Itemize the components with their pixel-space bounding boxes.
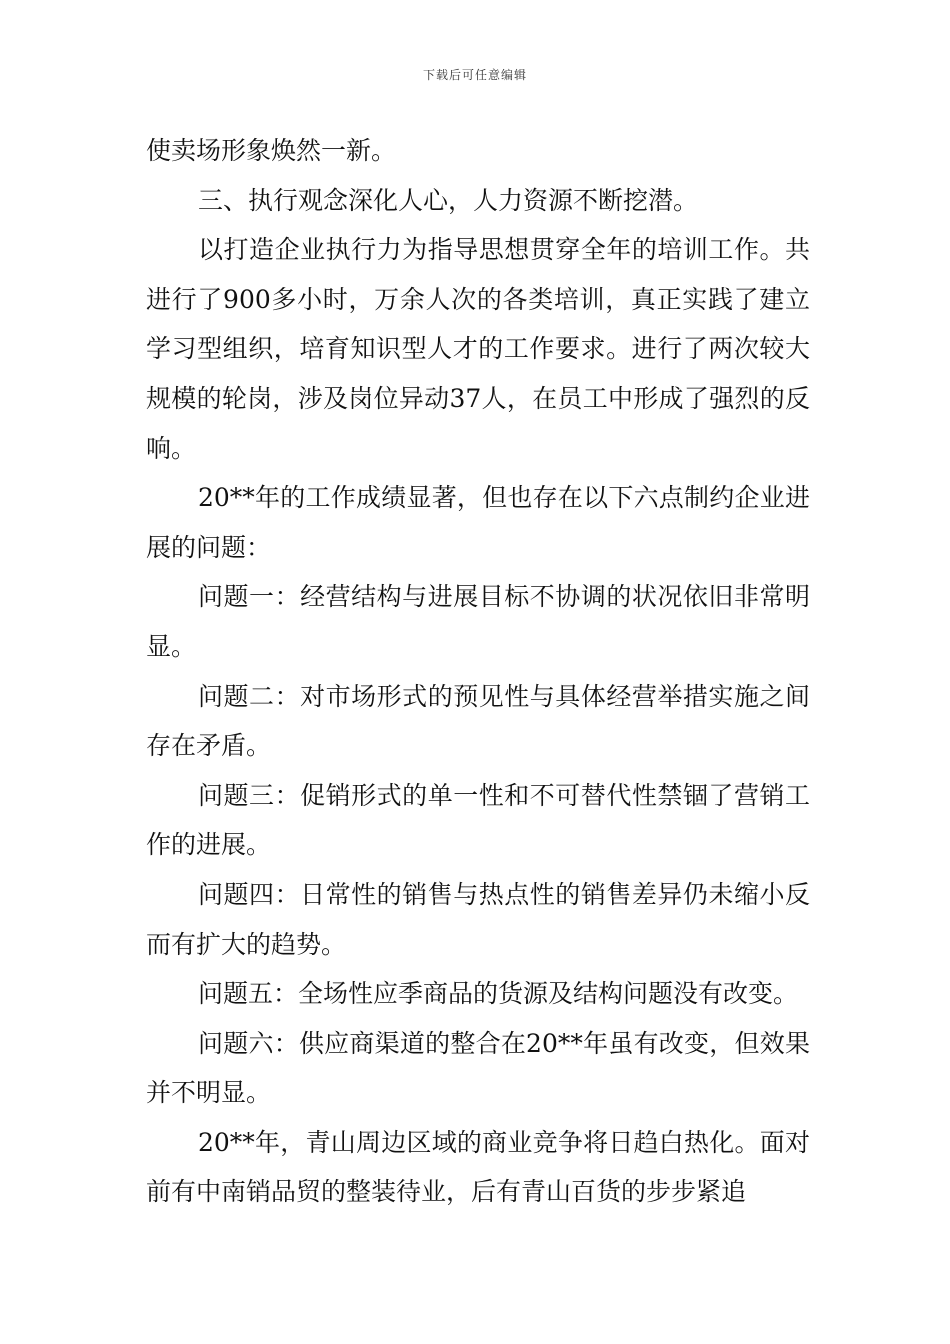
problem-5: 问题五：全场性应季商品的货源及结构问题没有改变。: [198, 979, 799, 1009]
paragraph-competition: 20**年，青山周边区域的商业竞争将日趋白热化。面对前有中南销品贸的整装待业，后有青山百货的步步紧追: [146, 1127, 810, 1207]
document-body: [146, 126, 810, 1217]
problem-1: 问题一：经营结构与进展目标不协调的状况依旧非常明显。: [146, 582, 810, 661]
section-heading-3: 三、执行观念深化人心，人力资源不断挖潜。: [198, 185, 699, 215]
problem-3: 问题三：促销形式的单一性和不可替代性禁锢了营销工作的进展。: [146, 780, 810, 860]
problem-4: 问题四：日常性的销售与热点性的销售差异仍未缩小反而有扩大的趋势。: [146, 879, 810, 959]
page-header-note: 下载后可任意编辑: [422, 68, 527, 82]
paragraph-continuation: 使卖场形象焕然一新。: [146, 136, 397, 165]
problem-6: 问题六：供应商渠道的整合在20**年虽有改变，但效果并不明显。: [146, 1028, 810, 1108]
problem-2: 问题二：对市场形式的预见性与具体经营举措实施之间存在矛盾。: [146, 681, 810, 761]
paragraph-problems-intro: 20**年的工作成绩显著，但也存在以下六点制约企业进展的问题：: [146, 483, 810, 562]
paragraph-training: 以打造企业执行力为指导思想贯穿全年的培训工作。共进行了900多小时，万余人次的各类培训，真正实践了建立学习型组织，培育知识型人才的工作要求。进行了两次较大规模的轮岗，涉及岗位异动37人，在员工中形成了强烈的反响。: [146, 235, 810, 463]
